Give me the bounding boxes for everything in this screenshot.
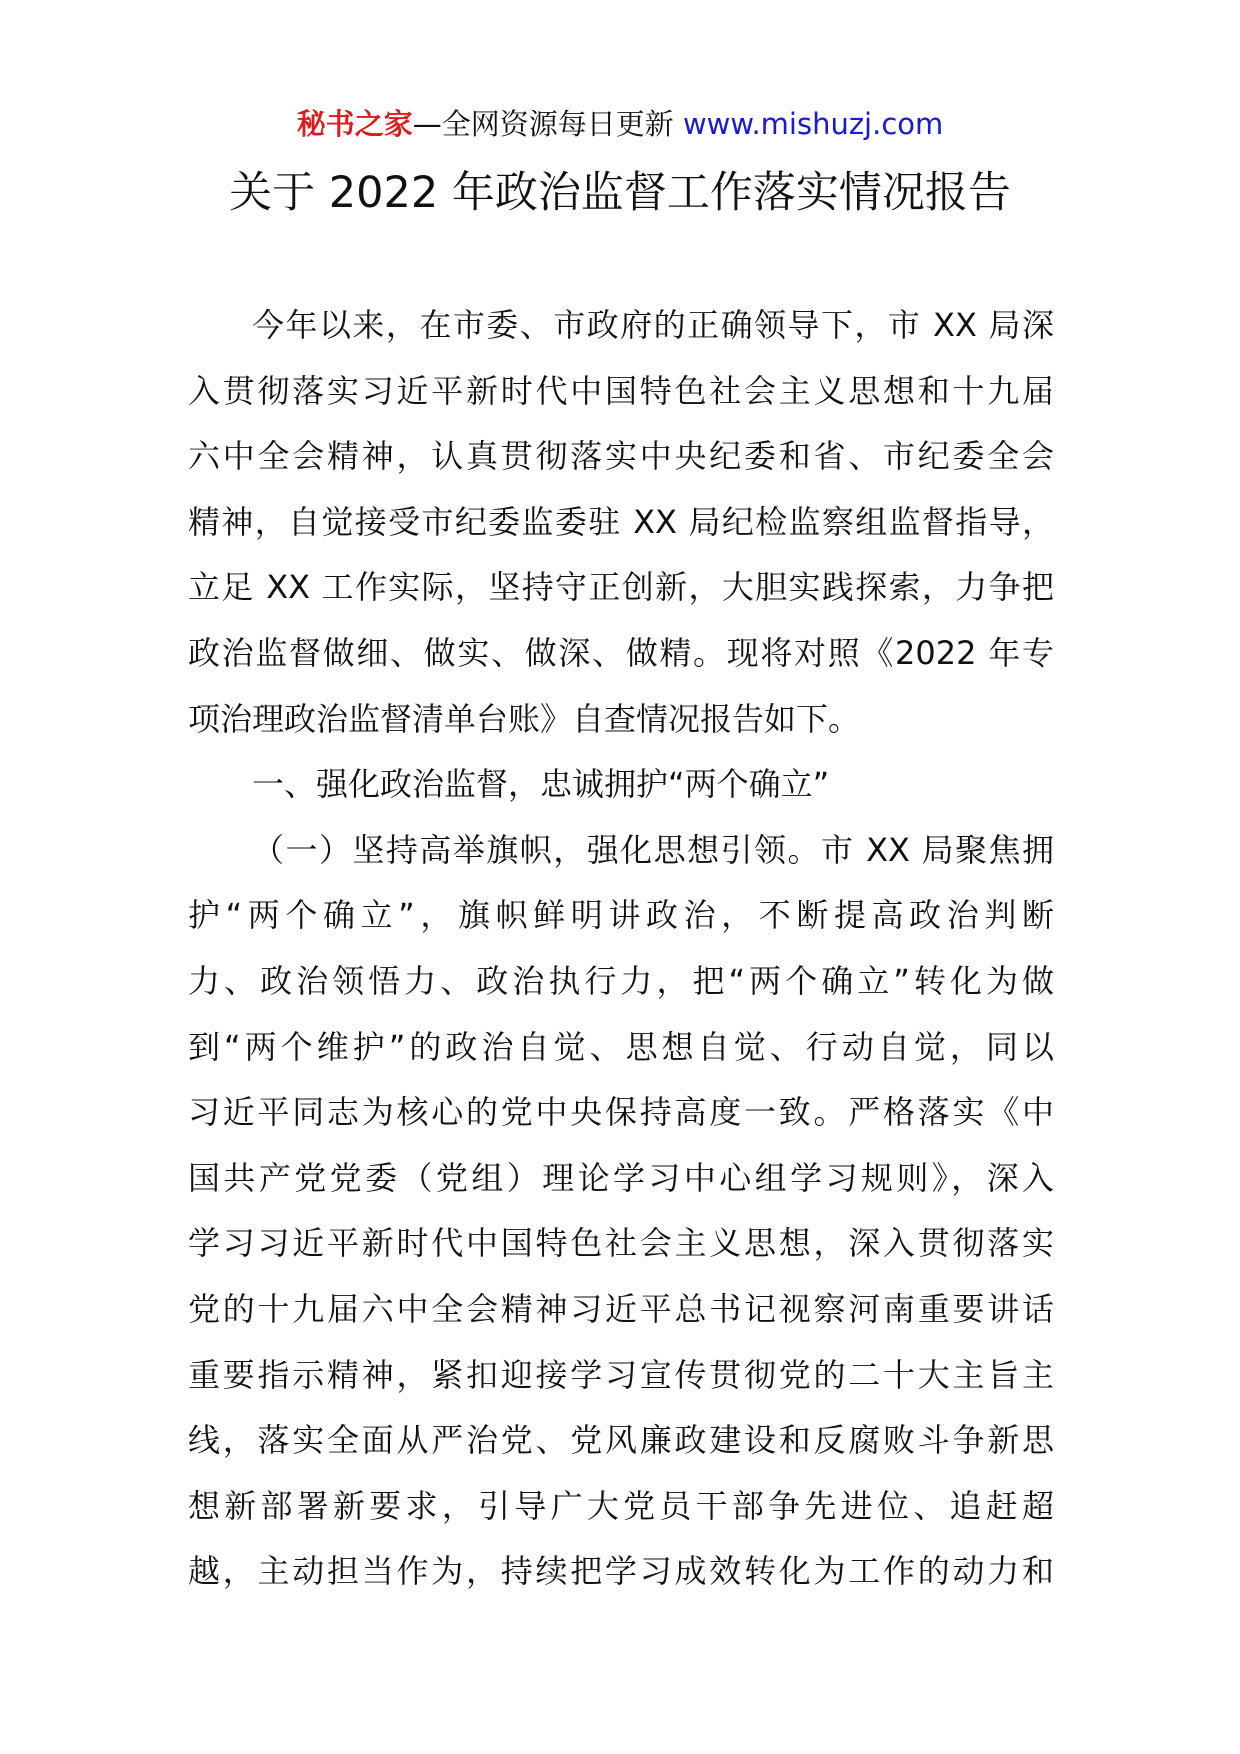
banner-brand: 秘书之家 (296, 107, 413, 141)
intro-line: 精神，自觉接受市纪委监委驻 XX 局纪检监察组监督指导， (188, 502, 1054, 541)
intro-line: 六中全会精神，认真贯彻落实中央纪委和省、市纪委全会 (188, 437, 1054, 476)
site-banner (0, 104, 1240, 144)
section-line: （一）坚持高举旗帜，强化思想引领。市 XX 局聚焦拥 (252, 830, 1054, 869)
intro-line: 立足 XX 工作实际，坚持守正创新，大胆实践探索，力争把 (188, 568, 1054, 607)
section-line: 习近平同志为核心的党中央保持高度一致。严格落实《中 (188, 1093, 1054, 1132)
section-heading: 一、强化政治监督，忠诚拥护“两个确立” (252, 765, 830, 804)
section-line: 重要指示精神，紧扣迎接学习宣传贯彻党的二十大主旨主 (188, 1355, 1054, 1394)
section-line: 党的十九届六中全会精神习近平总书记视察河南重要讲话 (188, 1289, 1054, 1328)
intro-line: 今年以来，在市委、市政府的正确领导下，市 XX 局深 (252, 306, 1054, 344)
section-line: 线，落实全面从严治党、党风廉政建设和反腐败斗争新思 (188, 1421, 1054, 1460)
intro-line: 政治监督做细、做实、做深、做精。现将对照《2022 年专 (188, 633, 1054, 672)
section-line: 越，主动担当作为，持续把学习成效转化为工作的动力和 (188, 1552, 1054, 1591)
section-line: 想新部署新要求，引导广大党员干部争先进位、追赶超 (188, 1486, 1054, 1525)
banner-url-link[interactable]: www.mishuzj.com (682, 107, 944, 141)
intro-line: 项治理政治监督清单台账》自查情况报告如下。 (188, 699, 861, 738)
section-line: 国共产党党委（党组）理论学习中心组学习规则》，深入 (188, 1158, 1054, 1197)
section-line: 学习习近平新时代中国特色社会主义思想，深入贯彻落实 (188, 1224, 1054, 1263)
section-line: 护“两个确立”，旗帜鲜明讲政治，不断提高政治判断 (188, 896, 1054, 935)
banner-slogan: —全网资源每日更新 (412, 107, 683, 141)
document-title: 关于 2022 年政治监督工作落实情况报告 (229, 168, 1011, 218)
intro-line: 入贯彻落实习近平新时代中国特色社会主义思想和十九届 (188, 371, 1054, 410)
section-line: 到“两个维护”的政治自觉、思想自觉、行动自觉，同以 (188, 1027, 1054, 1066)
document-body (188, 293, 1054, 1605)
section-line: 力、政治领悟力、政治执行力，把“两个确立”转化为做 (188, 961, 1054, 1000)
